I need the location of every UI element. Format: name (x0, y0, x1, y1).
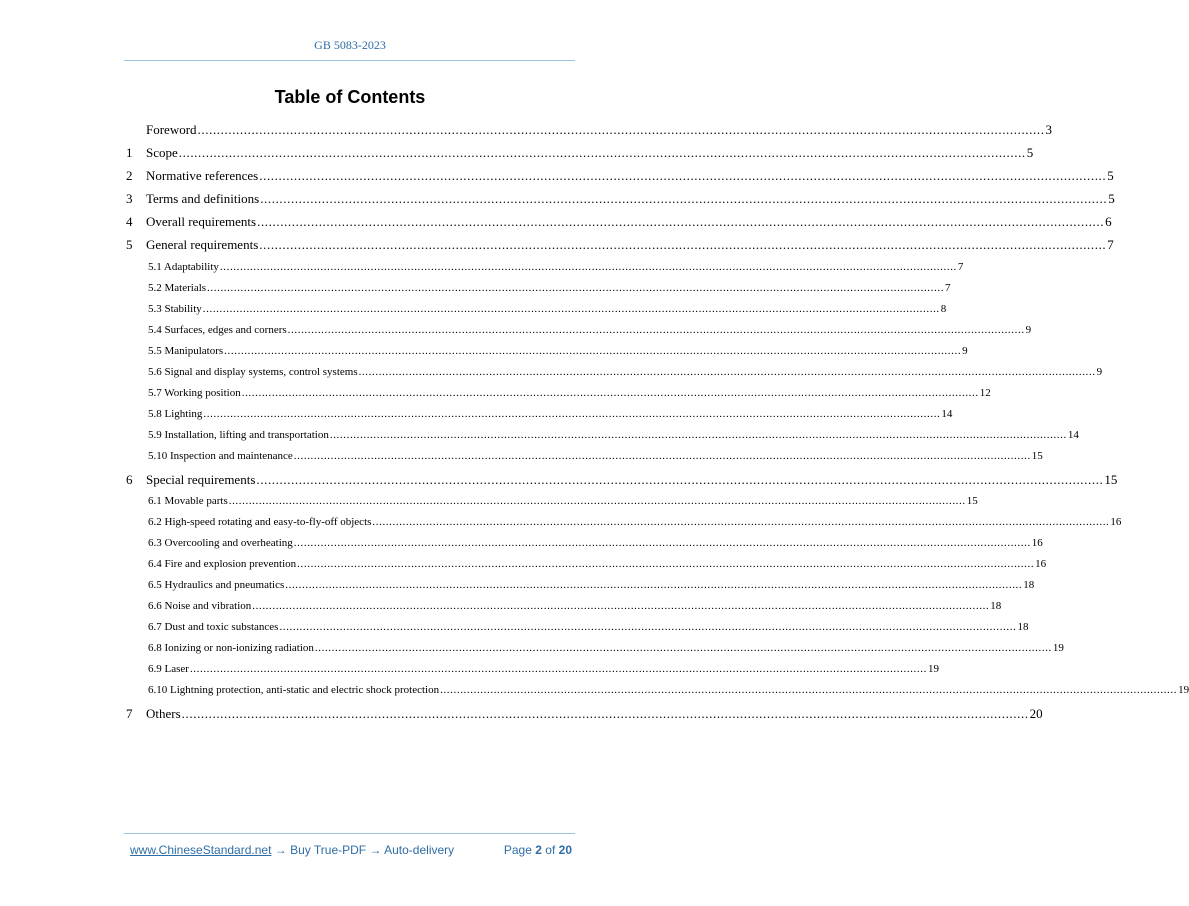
toc-entry[interactable] (126, 141, 1034, 164)
toc-entry-page: 8 (940, 302, 947, 315)
dot-leader: ............................................................................................................................................................................................................................ (241, 387, 979, 400)
toc-entry-page: 9 (962, 344, 968, 357)
toc-entry-label: 6.10 Lightning protection, anti-static and electric shock protection (148, 684, 440, 697)
footer (130, 843, 572, 857)
toc-entry-label: 5.3 Stability (148, 302, 202, 315)
dot-leader: ............................................................................................................................................................................................................................ (256, 471, 1104, 487)
toc-entry[interactable] (126, 575, 1035, 596)
dot-leader: ............................................................................................................................................................................................................................ (197, 122, 1045, 137)
page-title: Table of Contents (274, 87, 426, 107)
toc-entry[interactable] (126, 533, 1043, 554)
dot-leader: ............................................................................................................................................................................................................................ (178, 145, 1026, 161)
toc-entry-label: 5.8 Lighting (148, 408, 203, 421)
toc-entry[interactable] (126, 187, 1115, 210)
standard-code-header: GB 5083-2023 (314, 38, 386, 52)
toc-entry-page: 18 (1017, 621, 1029, 634)
toc-entry[interactable] (126, 320, 1032, 341)
dot-leader: ............................................................................................................................................................................................................................ (181, 705, 1029, 721)
toc-entry-label: 5.1 Adaptability (148, 260, 219, 273)
toc-entry-label: 5.5 Manipulators (148, 344, 224, 357)
toc-entry-label: 5.6 Signal and display systems, control systems (148, 366, 358, 379)
toc-entry[interactable] (126, 596, 1002, 617)
toc-entry-page: 7 (945, 281, 951, 294)
dot-leader: ............................................................................................................................................................................................................................ (257, 214, 1105, 230)
toc-entry-label: 5.2 Materials (148, 281, 207, 294)
toc-entry-page: 9 (1096, 366, 1103, 379)
toc-entry-number: 7 (126, 705, 133, 721)
toc-entry[interactable] (126, 404, 953, 425)
footer-promo (130, 843, 454, 857)
toc-entry[interactable] (126, 210, 1112, 233)
toc-entry-label: Overall requirements (146, 214, 257, 230)
of-word: of (545, 843, 556, 857)
toc-entry-page: 19 (1178, 684, 1189, 697)
toc-entry-number: 2 (126, 168, 133, 184)
toc-entry-label: 6.3 Overcooling and overheating (148, 536, 293, 549)
toc-entry-page: 7 (1107, 237, 1114, 253)
dot-leader: ............................................................................................................................................................................................................................ (259, 168, 1107, 184)
toc-entry[interactable] (126, 659, 939, 680)
toc-entry-label: 5.4 Surfaces, edges and corners (148, 323, 287, 336)
toc-entry-page: 15 (1031, 450, 1043, 463)
toc-entry[interactable] (126, 617, 1029, 638)
toc-entry-page: 5 (1026, 145, 1034, 161)
toc-entry-page: 12 (979, 387, 991, 400)
toc-entry[interactable] (126, 702, 1043, 725)
toc-entry-label: Normative references (146, 168, 259, 184)
toc-entry-page: 5 (1107, 168, 1114, 184)
toc-entry-number: 5 (126, 237, 133, 253)
toc-entry[interactable] (126, 362, 1103, 383)
dot-leader: ............................................................................................................................................................................................................................ (314, 642, 1052, 655)
toc-entry[interactable] (126, 383, 991, 404)
toc-entry[interactable] (126, 468, 1118, 491)
footer-tagline: → Buy True-PDF → Auto-delivery (274, 843, 455, 857)
table-of-contents (126, 118, 1189, 725)
toc-entry-label: 5.9 Installation, lifting and transportation (148, 429, 329, 442)
current-page-number: 2 (535, 843, 542, 857)
toc-entry-number: 4 (126, 214, 133, 230)
toc-entry-label: 6.9 Laser (148, 663, 189, 676)
toc-entry-label: Scope (146, 145, 178, 161)
toc-entry[interactable] (126, 341, 968, 362)
header-divider (124, 60, 575, 61)
toc-entry-label: 6.6 Noise and vibration (148, 600, 252, 613)
toc-entry[interactable] (126, 512, 1122, 533)
toc-entry-page: 18 (990, 600, 1002, 613)
dot-leader: ............................................................................................................................................................................................................................ (207, 281, 945, 294)
toc-entry[interactable] (126, 299, 947, 320)
toc-entry-page: 19 (1052, 642, 1064, 655)
dot-leader: ............................................................................................................................................................................................................................ (202, 302, 940, 315)
dot-leader: ............................................................................................................................................................................................................................ (252, 600, 990, 613)
toc-entry[interactable] (126, 446, 1043, 467)
toc-entry-label: 6.4 Fire and explosion prevention (148, 557, 297, 570)
dot-leader: ............................................................................................................................................................................................................................ (224, 344, 962, 357)
dot-leader: ............................................................................................................................................................................................................................ (358, 366, 1096, 379)
toc-entry-number: 3 (126, 191, 133, 207)
toc-entry-page: 9 (1025, 323, 1032, 336)
toc-entry-page: 3 (1045, 122, 1053, 137)
toc-entry-label: Special requirements (146, 471, 256, 487)
toc-entry-page: 6 (1105, 214, 1112, 230)
toc-entry[interactable] (126, 554, 1047, 575)
toc-entry-label: 6.2 High-speed rotating and easy-to-fly-off objects (148, 515, 372, 528)
dot-leader: ............................................................................................................................................................................................................................ (203, 408, 941, 421)
dot-leader: ............................................................................................................................................................................................................................ (297, 557, 1035, 570)
toc-entry-number: 1 (126, 145, 133, 161)
toc-entry-page: 7 (957, 260, 964, 273)
dot-leader: ............................................................................................................................................................................................................................ (279, 621, 1017, 634)
dot-leader: ............................................................................................................................................................................................................................ (372, 515, 1110, 528)
toc-entry[interactable] (126, 278, 951, 299)
dot-leader: ............................................................................................................................................................................................................................ (260, 191, 1108, 207)
toc-entry-label: 6.1 Movable parts (148, 494, 228, 507)
toc-entry-page: 16 (1031, 536, 1043, 549)
toc-entry[interactable] (126, 491, 978, 512)
toc-entry-page: 18 (1023, 578, 1035, 591)
dot-leader: ............................................................................................................................................................................................................................ (440, 684, 1178, 697)
dot-leader: ............................................................................................................................................................................................................................ (285, 578, 1023, 591)
dot-leader: ............................................................................................................................................................................................................................ (329, 429, 1067, 442)
toc-entry[interactable] (126, 425, 1079, 446)
dot-leader: ............................................................................................................................................................................................................................ (189, 663, 927, 676)
toc-entry[interactable] (126, 680, 1189, 701)
toc-entry[interactable] (126, 257, 964, 278)
dot-leader: ............................................................................................................................................................................................................................ (228, 494, 966, 507)
footer-divider (124, 833, 575, 834)
toc-entry-label: Others (146, 705, 181, 721)
toc-entry-page: 14 (941, 408, 953, 421)
toc-entry-label: 6.7 Dust and toxic substances (148, 621, 279, 634)
toc-entry-page: 15 (1104, 471, 1118, 487)
dot-leader: ............................................................................................................................................................................................................................ (287, 323, 1025, 336)
toc-entry-number: 6 (126, 471, 133, 487)
toc-entry-label: 6.8 Ionizing or non-ionizing radiation (148, 642, 314, 655)
page-word: Page (503, 843, 532, 857)
toc-entry-page: 5 (1108, 191, 1115, 207)
dot-leader: ............................................................................................................................................................................................................................ (219, 260, 957, 273)
toc-entry[interactable] (126, 118, 1053, 141)
dot-leader: ............................................................................................................................................................................................................................ (259, 237, 1107, 253)
toc-entry-label: Foreword (146, 122, 197, 137)
dot-leader: ............................................................................................................................................................................................................................ (293, 450, 1031, 463)
toc-entry[interactable] (126, 164, 1114, 187)
toc-entry-page: 19 (927, 663, 939, 676)
toc-entry-page: 16 (1035, 557, 1047, 570)
toc-entry[interactable] (126, 638, 1064, 659)
toc-entry-label: General requirements (146, 237, 259, 253)
page-indicator (504, 843, 572, 857)
toc-entry-page: 15 (966, 494, 978, 507)
toc-entry[interactable] (126, 233, 1114, 256)
toc-entry-label: 6.5 Hydraulics and pneumatics (148, 578, 285, 591)
toc-entry-label: 5.7 Working position (148, 387, 241, 400)
toc-entry-page: 16 (1110, 515, 1122, 528)
toc-entry-label: 5.10 Inspection and maintenance (148, 450, 293, 463)
toc-entry-label: Terms and definitions (146, 191, 260, 207)
toc-entry-page: 14 (1067, 429, 1079, 442)
toc-entry-page: 20 (1029, 705, 1043, 721)
dot-leader: ............................................................................................................................................................................................................................ (293, 536, 1031, 549)
website-link[interactable]: www.ChineseStandard.net (130, 843, 272, 857)
total-pages-number: 20 (558, 843, 572, 857)
